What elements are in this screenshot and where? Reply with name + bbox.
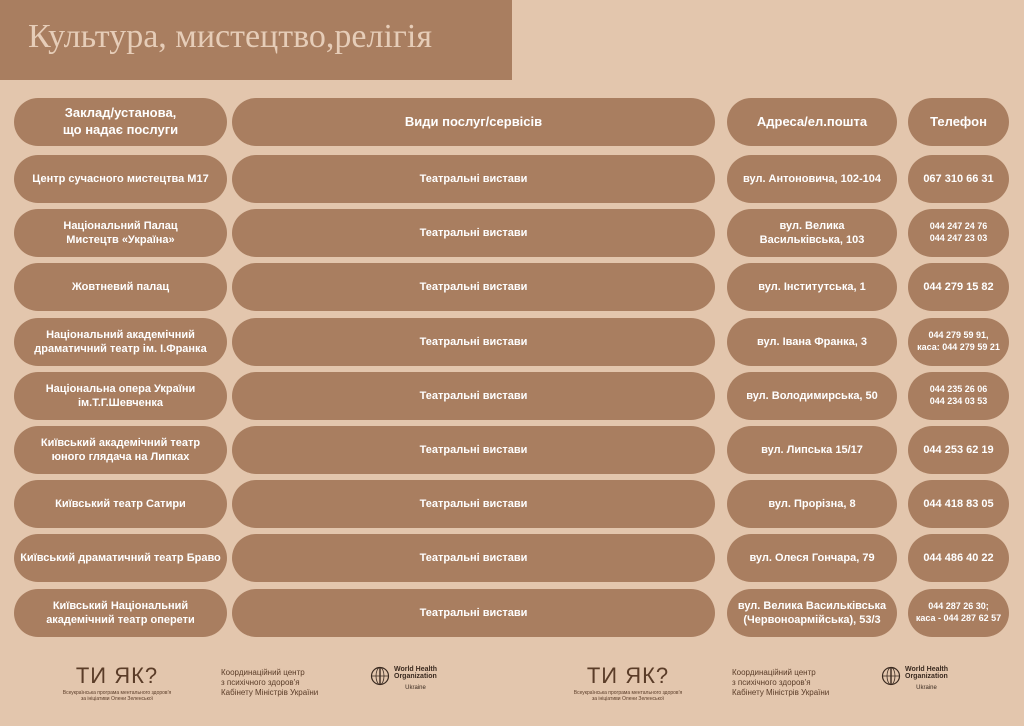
service-type-cell: Театральні вистави [232,209,715,257]
service-type-cell: Театральні вистави [232,589,715,637]
tiyak-logo-text: ТИ ЯК? [586,663,670,688]
tiyak-logo [573,663,683,702]
institution-name-cell: Національний академічний драматичний театр ім. І.Франка [14,318,227,366]
service-type-cell: Театральні вистави [232,372,715,420]
phone-cell: 044 418 83 05 [908,480,1009,528]
who-country: Ukraine [916,684,937,691]
who-country: Ukraine [405,684,426,691]
header-address: Адреса/ел.пошта [727,98,897,146]
address-cell: вул. Володимирська, 50 [727,372,897,420]
institution-name-cell: Національний Палац Мистецтв «Україна» [14,209,227,257]
phone-cell: 044 279 15 82 [908,263,1009,311]
service-type-cell: Театральні вистави [232,480,715,528]
address-cell: вул. Прорізна, 8 [727,480,897,528]
institution-name-cell: Київський Національний академічний театр оперети [14,589,227,637]
phone-cell: 044 279 59 91, каса: 044 279 59 21 [908,318,1009,366]
header-phone: Телефон [908,98,1009,146]
tiyak-tagline: Всеукраїнська програма ментального здоров'я за ініціативи Олени Зеленської [573,690,683,702]
service-type-cell: Театральні вистави [232,263,715,311]
tiyak-tagline: Всеукраїнська програма ментального здоров'я за ініціативи Олени Зеленської [62,690,172,702]
phone-cell: 044 486 40 22 [908,534,1009,582]
institution-name-cell: Київський драматичний театр Браво [14,534,227,582]
institution-name-cell: Київський театр Сатири [14,480,227,528]
address-cell: вул. Велика Васильківська, 103 [727,209,897,257]
service-type-cell: Театральні вистави [232,318,715,366]
address-cell: вул. Липська 15/17 [727,426,897,474]
phone-cell: 067 310 66 31 [908,155,1009,203]
address-cell: вул. Антоновича, 102-104 [727,155,897,203]
address-cell: вул. Олеся Гончара, 79 [727,534,897,582]
header-services: Види послуг/сервісів [232,98,715,146]
who-name: World Health Organization [905,666,949,681]
coordination-center-text: Координаційний центр з психічного здоров'я Кабінету Міністрів України [732,668,830,697]
header-institution: Заклад/установа, що надає послуги [14,98,227,146]
phone-cell: 044 247 24 76 044 247 23 03 [908,209,1009,257]
institution-name-cell: Київський академічний театр юного глядача на Липках [14,426,227,474]
institution-name-cell: Жовтневий палац [14,263,227,311]
phone-cell: 044 235 26 06 044 234 03 53 [908,372,1009,420]
tiyak-logo-text: ТИ ЯК? [75,663,159,688]
who-name: World Health Organization [394,666,438,681]
address-cell: вул. Велика Васильківська (Червоноармійська), 53/3 [727,589,897,637]
who-logo [881,666,948,691]
address-cell: вул. Інститутська, 1 [727,263,897,311]
globe-icon [370,666,390,686]
page-title: Культура, мистецтво,релігія [28,18,432,55]
institution-name-cell: Національна опера України ім.Т.Г.Шевченка [14,372,227,420]
phone-cell: 044 253 62 19 [908,426,1009,474]
phone-cell: 044 287 26 30; каса - 044 287 62 57 [908,589,1009,637]
coordination-center-text: Координаційний центр з психічного здоров'я Кабінету Міністрів України [221,668,319,697]
globe-icon [881,666,901,686]
tiyak-logo [62,663,172,702]
service-type-cell: Театральні вистави [232,426,715,474]
institution-name-cell: Центр сучасного мистецтва М17 [14,155,227,203]
service-type-cell: Театральні вистави [232,534,715,582]
who-logo [370,666,437,691]
service-type-cell: Театральні вистави [232,155,715,203]
address-cell: вул. Івана Франка, 3 [727,318,897,366]
